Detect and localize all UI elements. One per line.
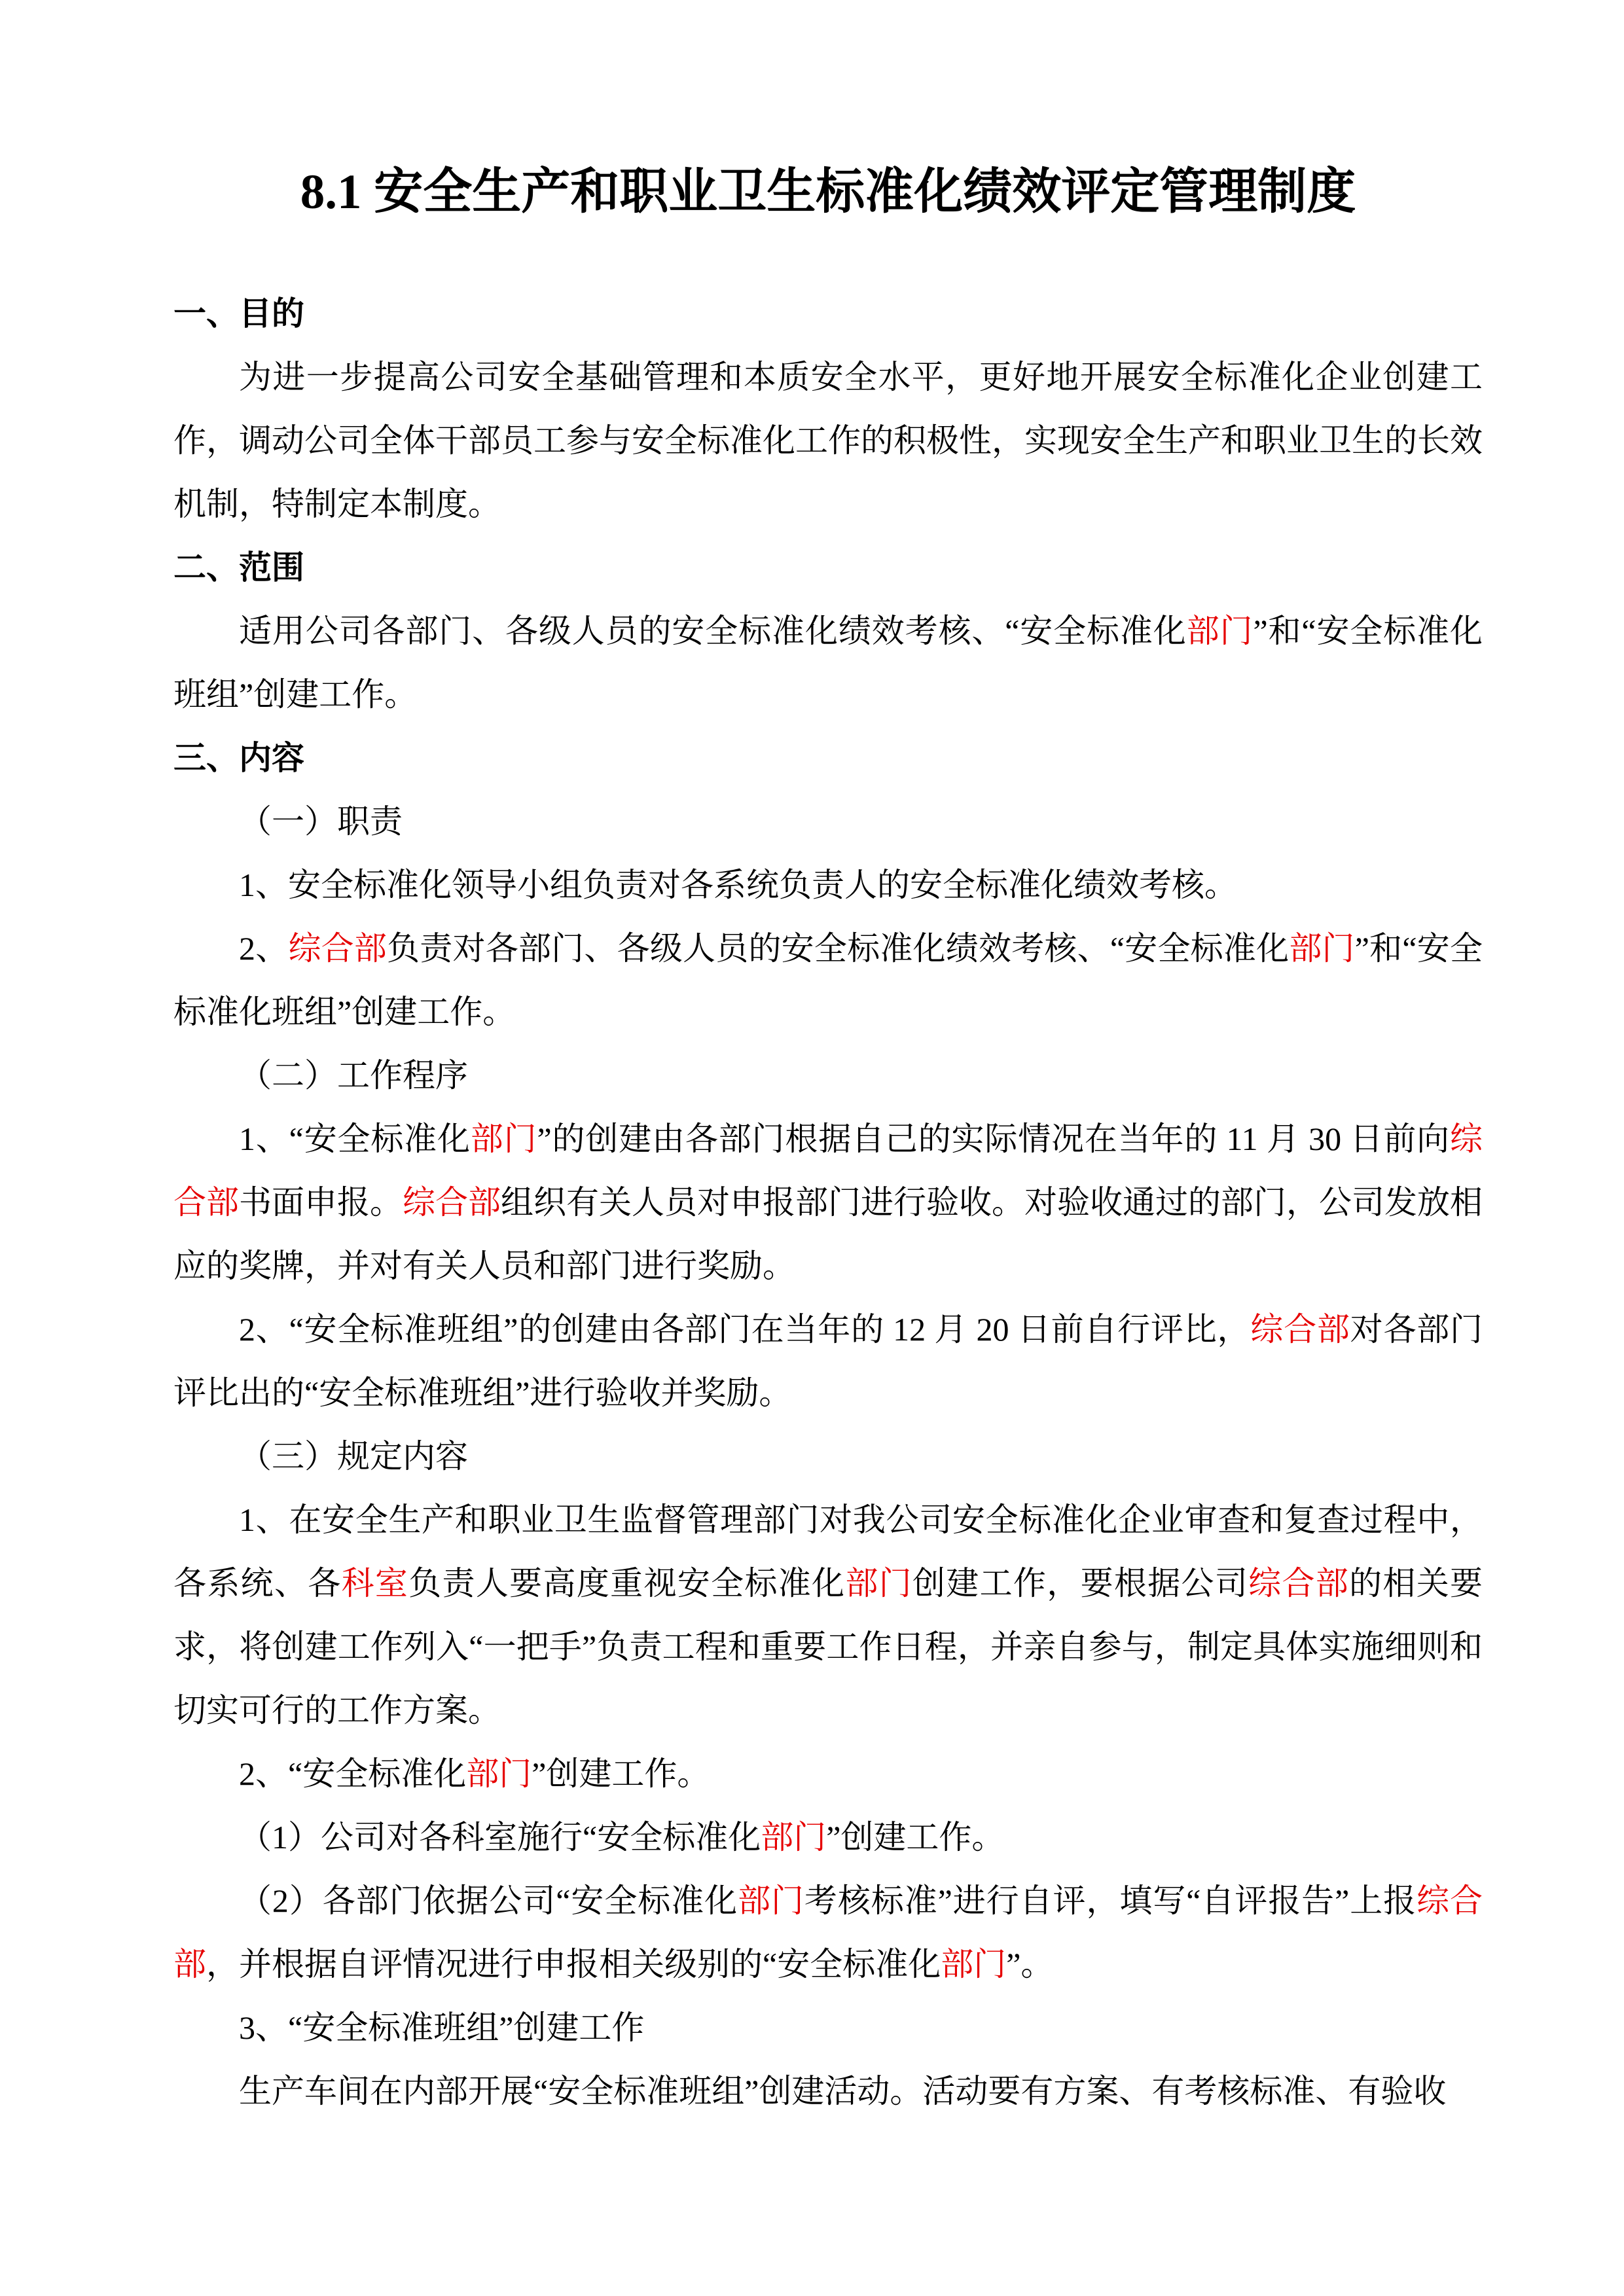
text-segment: ”的创建由各部门根据自己的实际情况在当年的 11 月 30 日前向 [537, 1121, 1450, 1157]
sub-heading [173, 790, 1483, 853]
text-segment: （2）各部门依据公司“安全标准化 [239, 1882, 738, 1919]
document-title: 8.1 安全生产和职业卫生标准化绩效评定管理制度 [300, 165, 1356, 219]
text-segment: （一）职责 [239, 803, 403, 840]
text-segment: （1）公司对各科室施行“安全标准化 [239, 1819, 761, 1856]
highlighted-term: 综合部 [173, 1882, 1483, 1982]
highlighted-term: 部门 [470, 1121, 537, 1157]
text-segment: 3、“安全标准班组”创建工作 [239, 2009, 645, 2046]
paragraph [173, 1869, 1483, 1996]
text-segment: 负责人要高度重视安全标准化 [408, 1565, 846, 1602]
text-segment: 组织有关人员对申报部门进行验收。对验收通过的部门，公司发放相应的奖牌，并对有关人员和部门进行奖励。 [173, 1184, 1483, 1284]
paragraph [173, 2060, 1483, 2123]
highlighted-term: 部门 [761, 1819, 827, 1856]
text-segment: ”和“安全标准化班组”创建工作。 [173, 930, 1483, 1030]
paragraph [173, 917, 1483, 1044]
highlighted-term: 综合部 [403, 1184, 501, 1221]
paragraph [173, 1996, 1483, 2060]
highlighted-term: 综合部 [288, 930, 388, 967]
highlighted-term: 部门 [466, 1755, 532, 1792]
sub-heading [173, 1425, 1483, 1488]
text-segment: 创建工作，要根据公司 [912, 1565, 1249, 1602]
section-heading [173, 536, 1483, 600]
highlighted-term: 部门 [738, 1882, 804, 1919]
paragraph [173, 1742, 1483, 1806]
paragraph [173, 346, 1483, 536]
highlighted-term: 综合部 [173, 1121, 1483, 1221]
highlighted-term: 科室 [341, 1565, 409, 1602]
sub-heading [173, 1044, 1483, 1107]
text-segment: 考核标准”进行自评，填写“自评报告”上报 [804, 1882, 1417, 1919]
text-segment: 一、目的 [173, 295, 304, 332]
paragraph [173, 1488, 1483, 1742]
text-segment: 1、在安全生产和职业卫生监督管理部门对我公司安全标准化企业审查和复查过程中，各系统、各 [173, 1501, 1483, 1602]
paragraph [173, 600, 1483, 726]
highlighted-term: 综合部 [1248, 1565, 1350, 1602]
highlighted-term: 部门 [1186, 613, 1254, 649]
text-segment: 1、“安全标准化 [239, 1121, 471, 1157]
text-segment: ”创建工作。 [532, 1755, 710, 1792]
text-segment: ”。 [1006, 1946, 1054, 1982]
text-segment: 1、安全标准化领导小组负责对各系统负责人的安全标准化绩效考核。 [239, 867, 1237, 903]
text-segment: 对各部门评比出的“安全标准班组”进行验收并奖励。 [173, 1311, 1483, 1411]
section-heading [173, 282, 1483, 346]
highlighted-term: 部门 [1289, 930, 1355, 967]
text-segment: 负责对各部门、各级人员的安全标准化绩效考核、“安全标准化 [387, 930, 1290, 967]
text-segment: 三、内容 [173, 740, 304, 776]
text-segment: 适用公司各部门、各级人员的安全标准化绩效考核、“安全标准化 [239, 613, 1187, 649]
section-heading [173, 726, 1483, 790]
text-segment: 的相关要求，将创建工作列入“一把手”负责工程和重要工作日程，并亲自参与，制定具体实施细则和切实可行的工作方案。 [173, 1565, 1483, 1729]
text-segment: ，并根据自评情况进行申报相关级别的“安全标准化 [206, 1946, 941, 1982]
text-segment: 2、“安全标准班组”的创建由各部门在当年的 12 月 20 日前自行评比， [239, 1311, 1251, 1348]
text-segment: 生产车间在内部开展“安全标准班组”创建活动。活动要有方案、有考核标准、有验收 [239, 2073, 1447, 2109]
text-segment: （三）规定内容 [239, 1438, 468, 1475]
highlighted-term: 综合部 [1250, 1311, 1350, 1348]
text-segment: 为进一步提高公司安全基础管理和本质安全水平，更好地开展安全标准化企业创建工作，调动公司全体干部员工参与安全标准化工作的积极性，实现安全生产和职业卫生的长效机制，特制定本制度。 [173, 359, 1483, 522]
document-body [173, 282, 1483, 2123]
text-segment: ”创建工作。 [826, 1819, 1005, 1856]
text-segment: 2、 [239, 930, 289, 967]
paragraph [173, 1806, 1483, 1869]
paragraph [173, 853, 1483, 917]
text-segment: 2、“安全标准化 [239, 1755, 467, 1792]
text-segment: （二）工作程序 [239, 1057, 468, 1094]
paragraph [173, 1107, 1483, 1298]
text-segment: 书面申报。 [239, 1184, 403, 1221]
document-content [173, 156, 1483, 2123]
text-segment: ”和“安全标准化班组”创建工作。 [173, 613, 1483, 713]
highlighted-term: 部门 [845, 1565, 912, 1602]
text-segment: 二、范围 [173, 549, 304, 586]
highlighted-term: 部门 [941, 1946, 1007, 1982]
paragraph [173, 1298, 1483, 1425]
